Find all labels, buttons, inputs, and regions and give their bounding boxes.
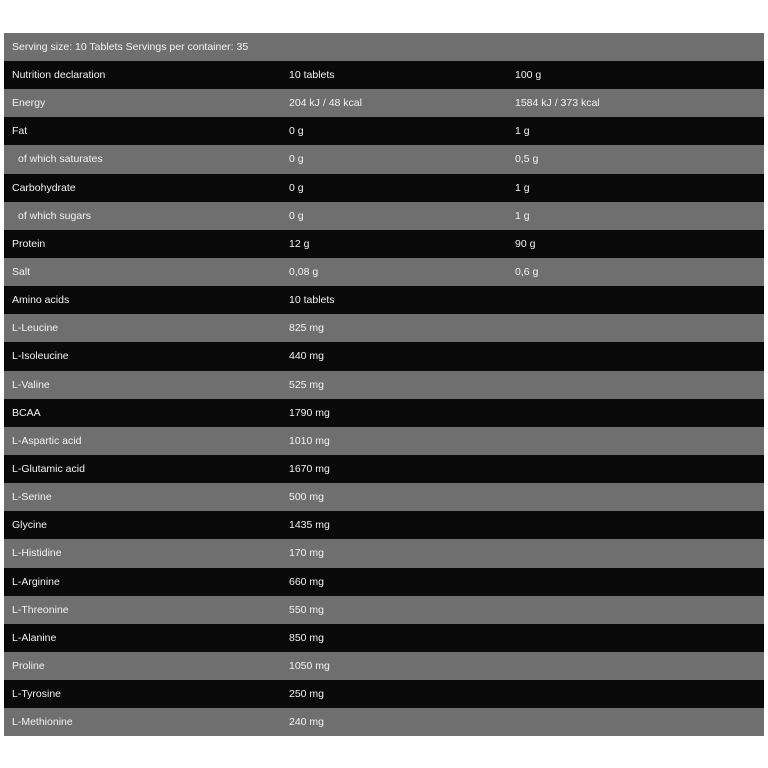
table-row — [4, 568, 764, 596]
nutrient-name: Protein — [12, 237, 46, 250]
nutrition-table — [4, 33, 764, 735]
per-10-tablets-value: 1670 mg — [289, 462, 330, 475]
table-row — [4, 61, 764, 89]
per-10-tablets-value: 0 g — [289, 153, 304, 166]
per-10-tablets-value: 1435 mg — [289, 519, 330, 532]
nutrient-name: L-Leucine — [12, 322, 59, 335]
nutrient-name: L-Isoleucine — [12, 350, 69, 363]
per-100g-value: 100 g — [515, 69, 542, 81]
table-row — [4, 314, 764, 342]
nutrient-name: L-Aspartic acid — [12, 434, 82, 447]
table-row — [4, 202, 764, 230]
per-10-tablets-value: 10 tablets — [289, 294, 335, 307]
per-10-tablets-value: 250 mg — [289, 688, 325, 701]
table-row — [4, 399, 764, 427]
per-10-tablets-value: 0 g — [289, 125, 304, 138]
per-10-tablets-value: 170 mg — [289, 547, 325, 560]
table-row — [4, 427, 764, 455]
nutrient-name: of which sugars — [18, 209, 91, 222]
nutrient-name: of which saturates — [18, 153, 103, 166]
nutrient-name: L-Arginine — [12, 575, 60, 588]
per-100g-value: 1584 kJ / 373 kcal — [515, 97, 600, 110]
table-row — [4, 145, 764, 173]
per-10-tablets-value: 440 mg — [289, 350, 325, 363]
nutrient-name: Glycine — [12, 519, 48, 532]
table-row — [4, 342, 764, 370]
table-row — [4, 539, 764, 567]
per-10-tablets-value: 660 mg — [289, 575, 325, 588]
nutrient-name: Nutrition declaration — [12, 69, 106, 81]
nutrient-name: L-Histidine — [12, 547, 62, 560]
nutrient-name: L-Alanine — [12, 631, 57, 644]
table-row — [4, 286, 764, 314]
table-row — [4, 680, 764, 708]
nutrient-name: L-Glutamic acid — [12, 462, 85, 475]
nutrient-name: Carbohydrate — [12, 181, 76, 194]
per-10-tablets-value: 12 g — [289, 237, 310, 250]
per-10-tablets-value: 525 mg — [289, 378, 325, 391]
table-row — [4, 455, 764, 483]
nutrient-name: BCAA — [12, 406, 41, 419]
per-10-tablets-value: 850 mg — [289, 631, 325, 644]
per-100g-value: 1 g — [515, 181, 530, 194]
per-10-tablets-value: 1050 mg — [289, 659, 330, 672]
nutrient-name: Amino acids — [12, 294, 70, 307]
table-row — [4, 652, 764, 680]
per-100g-value: 0,5 g — [515, 153, 539, 166]
per-10-tablets-value: 825 mg — [289, 322, 325, 335]
per-10-tablets-value: 0 g — [289, 181, 304, 194]
per-10-tablets-value: 204 kJ / 48 kcal — [289, 97, 362, 110]
nutrient-name: Salt — [12, 265, 31, 278]
table-row — [4, 258, 764, 286]
per-10-tablets-value: 550 mg — [289, 603, 325, 616]
per-10-tablets-value: 0,08 g — [289, 265, 319, 278]
nutrient-name: Fat — [12, 125, 28, 138]
table-row — [4, 89, 764, 117]
table-row — [4, 511, 764, 539]
per-100g-value: 90 g — [515, 237, 536, 250]
table-row — [4, 230, 764, 258]
nutrient-name: L-Tyrosine — [12, 688, 62, 701]
per-10-tablets-value: 1790 mg — [289, 406, 330, 419]
table-row — [4, 596, 764, 624]
per-10-tablets-value: 500 mg — [289, 491, 325, 504]
table-row — [4, 174, 764, 202]
nutrient-name: Energy — [12, 97, 46, 110]
table-body — [4, 61, 764, 736]
table-row — [4, 483, 764, 511]
table-row — [4, 371, 764, 399]
nutrient-name: L-Serine — [12, 491, 52, 504]
per-10-tablets-value: 10 tablets — [289, 69, 335, 81]
per-100g-value: 1 g — [515, 209, 530, 222]
nutrient-name: L-Valine — [12, 378, 50, 391]
serving-info-header: Serving size: 10 Tablets Servings per container: 35 — [4, 33, 764, 61]
per-10-tablets-value: 240 mg — [289, 716, 325, 729]
table-row — [4, 624, 764, 652]
table-row — [4, 708, 764, 736]
per-100g-value: 1 g — [515, 125, 530, 138]
table-row — [4, 117, 764, 145]
nutrient-name: Proline — [12, 659, 45, 672]
per-10-tablets-value: 1010 mg — [289, 434, 330, 447]
per-100g-value: 0,6 g — [515, 265, 539, 278]
nutrient-name: L-Threonine — [12, 603, 69, 616]
nutrient-name: L-Methionine — [12, 716, 73, 729]
per-10-tablets-value: 0 g — [289, 209, 304, 222]
